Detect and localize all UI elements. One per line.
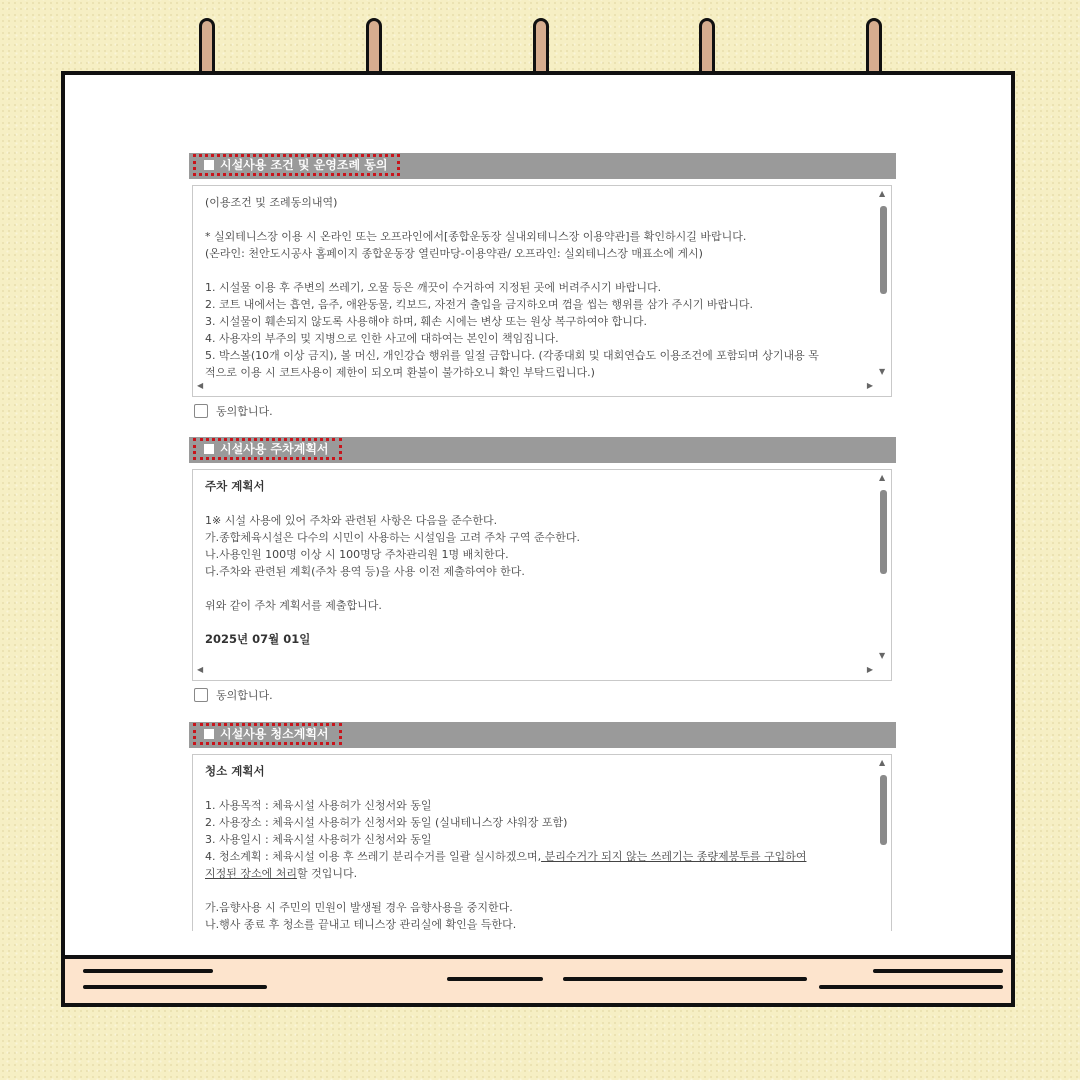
horizontal-scrollbar[interactable] <box>197 665 873 677</box>
scroll-left-icon[interactable]: ◀ <box>197 381 204 390</box>
agree-checkbox-row[interactable] <box>194 687 896 703</box>
text-line: 2. 사용장소 : 체육시설 사용허가 신청서와 동일 (실내테니스장 샤워장 포함) <box>205 816 568 829</box>
text-line: 3. 시설물이 훼손되지 않도록 사용해야 하며, 훼손 시에는 변상 또는 원상 복구하여야 합니다. <box>205 315 647 328</box>
scroll-up-icon[interactable]: ▲ <box>879 473 886 482</box>
section-title: 시설사용 조건 및 운영조례 동의 <box>220 157 388 172</box>
vertical-scrollbar[interactable] <box>877 474 889 660</box>
square-bullet-icon <box>204 729 214 739</box>
plan-heading: 주차 계획서 <box>205 479 265 493</box>
terms-textbox[interactable] <box>192 185 892 397</box>
scroll-down-icon[interactable]: ▼ <box>879 367 886 376</box>
decor-line <box>83 985 267 989</box>
scroll-down-icon[interactable]: ▼ <box>879 651 886 660</box>
section-title: 시설사용 주차계획서 <box>220 441 329 456</box>
underlined-text: 지정된 장소에 처리 <box>205 867 298 880</box>
screenshot-content <box>186 153 896 931</box>
section-header <box>189 437 896 463</box>
text-line: 나.사용인원 100명 이상 시 100명당 주차관리원 1명 배치한다. <box>205 548 509 561</box>
parking-plan-textbox[interactable] <box>192 469 892 681</box>
scroll-right-icon[interactable]: ▶ <box>866 665 873 674</box>
section-header <box>189 153 896 179</box>
section-title: 시설사용 청소계획서 <box>220 726 329 741</box>
decor-line <box>873 969 1003 973</box>
agree-label: 동의합니다. <box>216 405 273 418</box>
plan-date: 2025년 07월 01일 <box>205 632 311 646</box>
text-line: 2. 코트 내에서는 흡연, 음주, 애완동물, 킥보드, 자전거 출입을 금지하오며 껌을 씹는 행위를 삼가 주시기 바랍니다. <box>205 298 753 311</box>
scroll-up-icon[interactable]: ▲ <box>879 758 886 767</box>
vertical-scrollbar[interactable] <box>877 190 889 376</box>
section-parking <box>186 437 896 703</box>
decor-line <box>563 977 807 981</box>
scroll-thumb[interactable] <box>880 490 887 574</box>
agree-checkbox[interactable] <box>194 688 208 702</box>
scroll-up-icon[interactable]: ▲ <box>879 189 886 198</box>
section-title-highlight <box>193 723 342 745</box>
square-bullet-icon <box>204 160 214 170</box>
section-header <box>189 722 896 748</box>
text-line: 나.행사 종료 후 청소를 끝내고 테니스장 관리실에 확인을 득한다. <box>205 918 517 931</box>
text-line: 적으로 이용 시 코트사용이 제한이 되오며 환불이 불가하오니 확인 부탁드립니다.) <box>205 366 595 379</box>
text-line: 가.음향사용 시 주민의 민원이 발생될 경우 음향사용을 중지한다. <box>205 901 513 914</box>
scroll-right-icon[interactable]: ▶ <box>866 381 873 390</box>
text-line-part: 4. 청소계획 : 체육시설 이용 후 쓰레기 분리수거를 일괄 실시하겠으며, <box>205 850 542 863</box>
calendar-footer-strip <box>65 955 1011 1003</box>
decor-line <box>819 985 1003 989</box>
underlined-text: 분리수거가 되지 않는 쓰레기는 종량제봉투를 구입하여 <box>541 850 807 863</box>
section-terms <box>186 153 896 419</box>
text-line: 1. 시설물 이용 후 주변의 쓰레기, 오물 등은 깨끗이 수거하여 지정된 곳에 버려주시기 바랍니다. <box>205 281 662 294</box>
scroll-left-icon[interactable]: ◀ <box>197 665 204 674</box>
scroll-thumb[interactable] <box>880 775 887 845</box>
cleaning-plan-textbox[interactable] <box>192 754 892 931</box>
text-line: 가.종합체육시설은 다수의 시민이 사용하는 시설임을 고려 주차 구역 준수한다. <box>205 531 580 544</box>
text-line: 4. 사용자의 부주의 및 지병으로 인한 사고에 대하여는 본인이 책임집니다. <box>205 332 559 345</box>
plan-heading: 청소 계획서 <box>205 764 265 778</box>
text-line: (이용조건 및 조례동의내역) <box>205 196 338 209</box>
text-line-part: 할 것입니다. <box>297 867 358 880</box>
text-line: 다.주차와 관련된 계획(주차 용역 등)을 사용 이전 제출하여야 한다. <box>205 565 525 578</box>
section-cleaning <box>186 722 896 931</box>
square-bullet-icon <box>204 444 214 454</box>
text-line: * 실외테니스장 이용 시 온라인 또는 오프라인에서[종합운동장 실내외테니스장 이용약관]를 확인하시길 바랍니다. <box>205 230 747 243</box>
vertical-scrollbar[interactable] <box>877 759 889 929</box>
agree-label: 동의합니다. <box>216 689 273 702</box>
text-line: 5. 박스볼(10개 이상 금지), 볼 머신, 개인강습 행위를 일절 금합니다. (각종대회 및 대회연습도 이용조건에 포함되며 상기내용 목 <box>205 349 819 362</box>
section-title-highlight <box>193 438 342 460</box>
text-line: 3. 사용일시 : 체육시설 사용허가 신청서와 동일 <box>205 833 432 846</box>
calendar-frame <box>61 71 1015 1007</box>
agree-checkbox[interactable] <box>194 404 208 418</box>
section-title-highlight <box>193 154 400 176</box>
horizontal-scrollbar[interactable] <box>197 381 873 393</box>
text-line: 위와 같이 주차 계획서를 제출합니다. <box>205 599 382 612</box>
agree-checkbox-row[interactable] <box>194 403 896 419</box>
text-line: 1. 사용목적 : 체육시설 사용허가 신청서와 동일 <box>205 799 432 812</box>
decor-line <box>83 969 213 973</box>
scroll-thumb[interactable] <box>880 206 887 294</box>
text-line <box>205 865 869 882</box>
decor-line <box>447 977 543 981</box>
text-line <box>205 848 869 865</box>
text-line: 1※ 시설 사용에 있어 주차와 관련된 사항은 다음을 준수한다. <box>205 514 498 527</box>
text-line: (온라인: 천안도시공사 홈페이지 종합운동장 열린마당-이용약관/ 오프라인: 실외테니스장 매표소에 게시) <box>205 247 703 260</box>
